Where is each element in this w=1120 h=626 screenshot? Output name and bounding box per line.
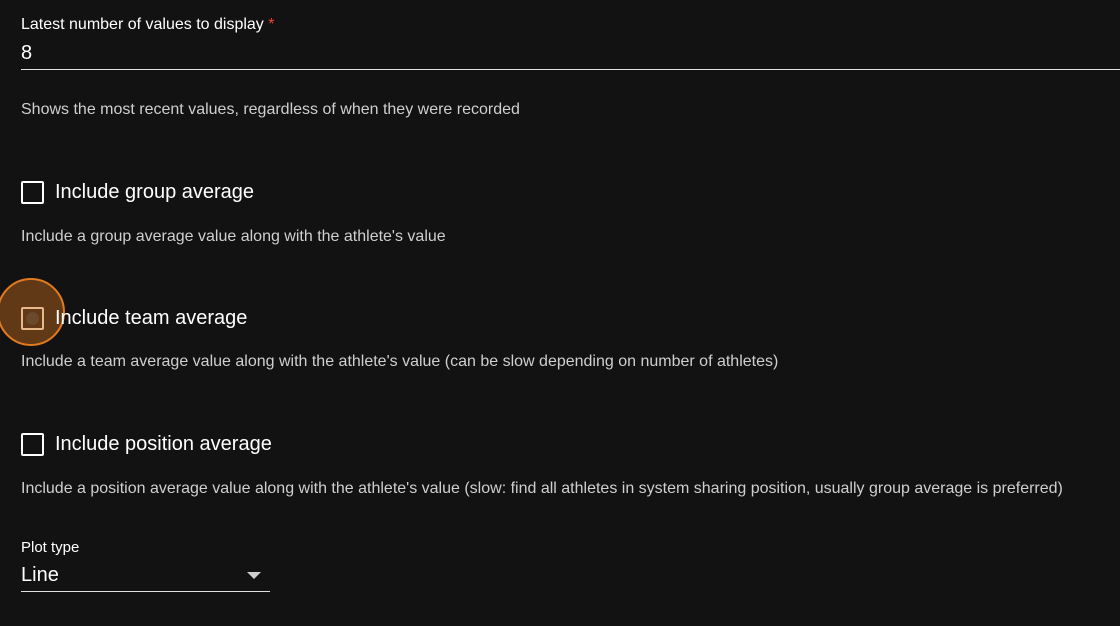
group-average-checkbox-box[interactable] bbox=[21, 181, 44, 204]
latest-values-label bbox=[21, 16, 275, 34]
position-average-checkbox-box[interactable] bbox=[21, 433, 44, 456]
team-average-checkbox[interactable] bbox=[21, 303, 247, 333]
position-average-label[interactable]: Include position average bbox=[55, 432, 272, 455]
dropdown-arrow-icon[interactable] bbox=[247, 572, 261, 579]
latest-values-value: 8 bbox=[21, 42, 33, 64]
position-average-helper: Include a position average value along with the athlete's value (slow: find all athletes in system sharing position, usually group average is preferred) bbox=[21, 480, 1063, 497]
latest-values-label-text: Latest number of values to display bbox=[21, 16, 264, 33]
position-average-checkbox[interactable] bbox=[21, 429, 272, 459]
plot-type-label: Plot type bbox=[21, 539, 80, 556]
plot-type-underline bbox=[21, 591, 270, 592]
latest-values-helper: Shows the most recent values, regardless of when they were recorded bbox=[21, 101, 520, 118]
group-average-checkbox[interactable] bbox=[21, 177, 254, 207]
plot-type-value: Line bbox=[21, 564, 59, 586]
latest-values-underline bbox=[21, 69, 1120, 70]
required-marker: * bbox=[268, 16, 275, 33]
group-average-label[interactable]: Include group average bbox=[55, 180, 255, 203]
team-average-label[interactable]: Include team average bbox=[55, 306, 248, 329]
group-average-helper: Include a group average value along with the athlete's value bbox=[21, 228, 446, 245]
latest-values-input[interactable] bbox=[21, 42, 1120, 68]
plot-type-select[interactable] bbox=[21, 564, 270, 590]
team-average-helper: Include a team average value along with the athlete's value (can be slow depending on number of athletes) bbox=[21, 353, 779, 370]
team-average-checkbox-box[interactable] bbox=[21, 307, 44, 330]
